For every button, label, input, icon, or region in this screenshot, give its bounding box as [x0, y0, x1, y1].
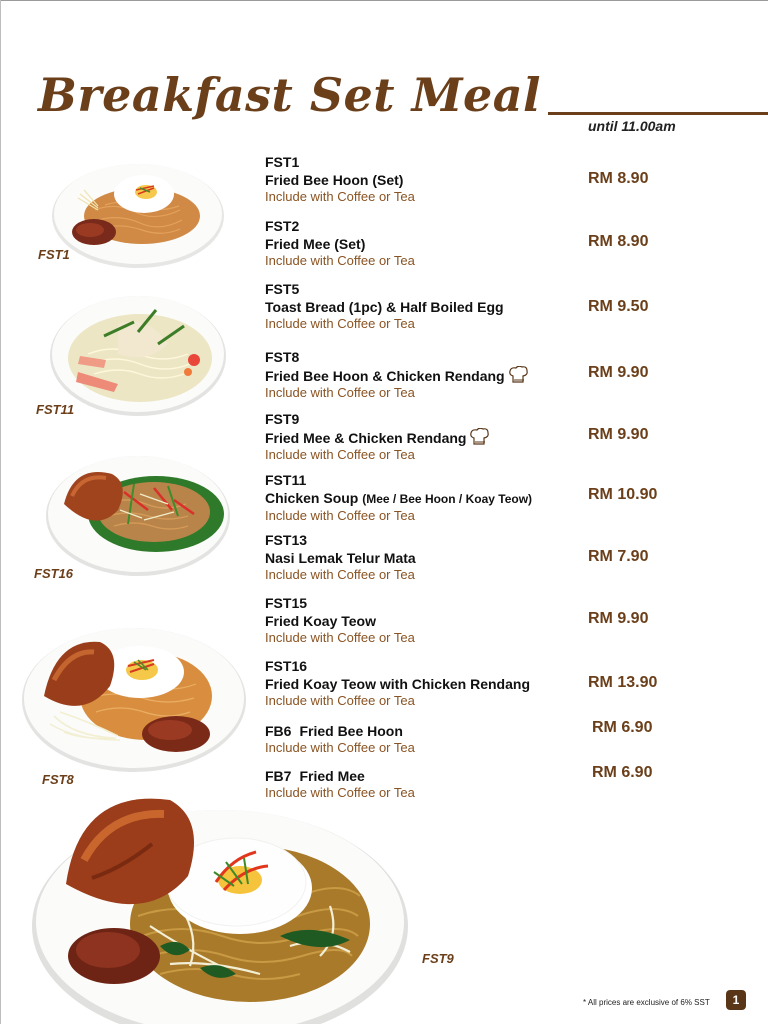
item-code: FB6	[265, 723, 292, 739]
page-number: 1	[726, 990, 746, 1010]
item-name: Nasi Lemak Telur Mata	[265, 550, 416, 566]
menu-item	[265, 531, 575, 583]
menu-item	[265, 594, 575, 646]
photo-label-fst8: FST8	[42, 772, 74, 787]
item-name: Fried Bee Hoon	[299, 723, 403, 739]
item-name-row	[265, 722, 575, 740]
item-code: FST1	[265, 154, 300, 170]
item-include-note: Include with Coffee or Tea	[265, 385, 415, 400]
dish-photo-fst8	[20, 626, 248, 774]
item-code: FST13	[265, 532, 308, 548]
sst-footnote: * All prices are exclusive of 6% SST	[583, 998, 710, 1007]
item-name: Fried Bee Hoon (Set)	[265, 172, 404, 188]
item-code: FST2	[265, 218, 300, 234]
item-code: FST16	[265, 658, 308, 674]
item-price: RM 13.90	[588, 674, 658, 691]
item-price: RM 9.90	[588, 364, 649, 381]
dish-photo-fst16	[44, 454, 234, 578]
menu-item	[265, 767, 575, 801]
item-code: FST9	[265, 411, 300, 427]
item-include-note: Include with Coffee or Tea	[265, 567, 415, 582]
photo-label-fst11: FST11	[36, 402, 75, 417]
item-price: RM 6.90	[592, 719, 653, 736]
chef-hat-icon	[508, 366, 530, 384]
item-include-note: Include with Coffee or Tea	[265, 253, 415, 268]
page-title: Breakfast Set Meal	[38, 68, 542, 122]
item-price: RM 7.90	[588, 548, 649, 565]
item-include-note: Include with Coffee or Tea	[265, 447, 415, 462]
item-price: RM 8.90	[588, 170, 649, 187]
item-code: FST5	[265, 281, 300, 297]
item-price: RM 9.90	[588, 426, 649, 443]
item-name: Chicken Soup	[265, 490, 359, 506]
item-code: FST15	[265, 595, 308, 611]
item-code: FST11	[265, 472, 307, 488]
item-name: Fried Mee & Chicken Rendang	[265, 430, 467, 446]
menu-item	[265, 410, 575, 463]
serving-time: until 11.00am	[588, 118, 676, 134]
item-name: Fried Koay Teow	[265, 613, 376, 629]
dish-photo-fst9	[30, 796, 420, 1024]
item-name: Fried Bee Hoon & Chicken Rendang	[265, 368, 505, 384]
item-price: RM 8.90	[588, 233, 649, 250]
item-include-note: Include with Coffee or Tea	[265, 630, 415, 645]
item-name-row	[265, 489, 575, 508]
photo-label-fst9: FST9	[422, 951, 454, 966]
item-price: RM 10.90	[588, 486, 658, 503]
item-include-note: Include with Coffee or Tea	[265, 316, 415, 331]
item-price: RM 9.50	[588, 298, 649, 315]
item-include-note: Include with Coffee or Tea	[265, 740, 415, 755]
item-name-row	[265, 366, 575, 385]
menu-item	[265, 348, 575, 401]
menu-item	[265, 657, 575, 709]
item-name: Fried Mee (Set)	[265, 236, 366, 252]
menu-item	[265, 217, 575, 269]
menu-item	[265, 722, 575, 756]
dish-photo-fst1	[50, 160, 230, 270]
item-name: Fried Koay Teow with Chicken Rendang	[265, 676, 530, 692]
item-price: RM 9.90	[588, 610, 649, 627]
dish-photo-fst11	[48, 294, 230, 418]
title-underline	[548, 112, 768, 115]
item-include-note: Include with Coffee or Tea	[265, 785, 415, 800]
item-include-note: Include with Coffee or Tea	[265, 693, 415, 708]
item-name-row	[265, 767, 575, 785]
item-name: Toast Bread (1pc) & Half Boiled Egg	[265, 299, 504, 315]
item-code: FST8	[265, 349, 300, 365]
menu-item	[265, 153, 575, 205]
item-price: RM 6.90	[592, 764, 653, 781]
item-include-note: Include with Coffee or Tea	[265, 508, 415, 523]
menu-item	[265, 280, 575, 332]
item-name-options: (Mee / Bee Hoon / Koay Teow)	[362, 492, 533, 506]
menu-item	[265, 471, 575, 524]
item-name: Fried Mee	[299, 768, 365, 784]
photo-label-fst16: FST16	[34, 566, 74, 581]
photo-label-fst1: FST1	[38, 247, 70, 262]
chef-hat-icon	[469, 428, 491, 446]
item-code: FB7	[265, 768, 292, 784]
item-include-note: Include with Coffee or Tea	[265, 189, 415, 204]
page-top-border	[0, 0, 768, 1]
item-name-row	[265, 428, 575, 447]
page-left-border	[0, 0, 1, 1024]
